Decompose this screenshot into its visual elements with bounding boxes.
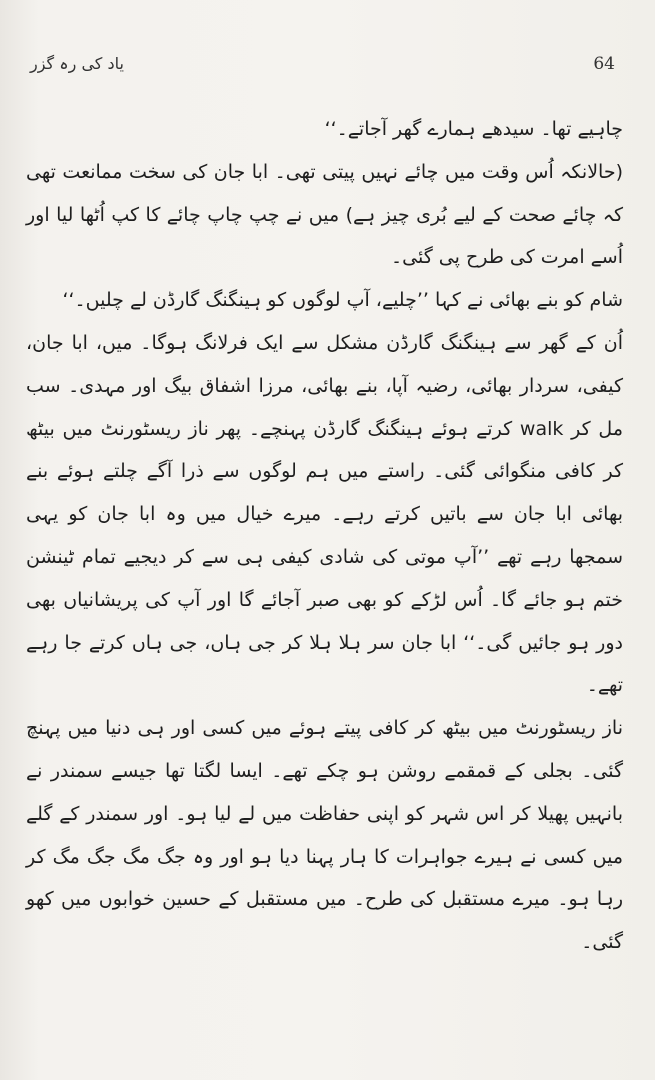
body-text [26, 108, 623, 964]
running-title: یاد کی رہ گزر [30, 54, 124, 73]
page-number: 64 [593, 54, 615, 74]
paragraph: شام کو بنے بھائی نے کہا ’’چلیے، آپ لوگوں کو ہینگنگ گارڈن لے چلیں۔‘‘ [62, 289, 623, 312]
paragraph: ناز ریسٹورنٹ میں بیٹھ کر کافی پیتے ہوئے میں کسی اور ہی دنیا میں پہنچ گئی۔ بجلی کے قمقمے روشن ہو چکے تھے۔ ایسا لگتا تھا جیسے سمندر نے بانہیں پھیلا کر اس شہر کو اپنی حفاظت میں لے لیا ہو۔ اور سمندر کے گلے میں کسی نے ہیرے جواہرات کا ہار پہنا دیا ہو اور وہ جگ مگ جگ مگ کر رہا ہو۔ میرے مستقبل کی طرح۔ میں مستقبل کے حسین خوابوں میں کھو گئی۔ [26, 717, 623, 954]
paragraph: چاہیے تھا۔ سیدھے ہمارے گھر آجاتے۔‘‘ [324, 118, 623, 140]
page-header [30, 54, 615, 84]
paragraph: اُن کے گھر سے ہینگنگ گارڈن مشکل سے ایک فرلانگ ہوگا۔ میں، ابا جان، کیفی، سردار بھائی، رضیہ آپا، بنے بھائی، مرزا اشفاق بیگ اور مہدی۔ سب مل کر walk کرتے ہوئے ہینگنگ گارڈن پہنچے۔ پھر ناز ریسٹورنٹ میں بیٹھ کر کافی منگوائی گئی۔ راستے میں ہم لوگوں سے ذرا آگے چلتے ہوئے بنے بھائی ابا جان سے باتیں کرتے رہے۔ میرے خیال میں وہ ابا جان کو یہی سمجھا رہے تھے ’’آپ موتی کی شادی کیفی ہی سے کر دیجیے تمام ٹینشن ختم ہو جائے گا۔ اُس لڑکے کو بھی صبر آجائے گا اور آپ کی پریشانیاں بھی دور ہو جائیں گی۔‘‘ ابا جان سر ہلا ہلا کر جی ہاں، جی ہاں کرتے جا رہے تھے۔ [26, 331, 623, 697]
paragraph: (حالانکہ اُس وقت میں چائے نہیں پیتی تھی۔ ابا جان کی سخت ممانعت تھی کہ چائے صحت کے لیے بُری چیز ہے) میں نے چپ چاپ چائے کا کپ اُٹھا لیا اور اُسے امرت کی طرح پی گئی۔ [26, 160, 623, 269]
